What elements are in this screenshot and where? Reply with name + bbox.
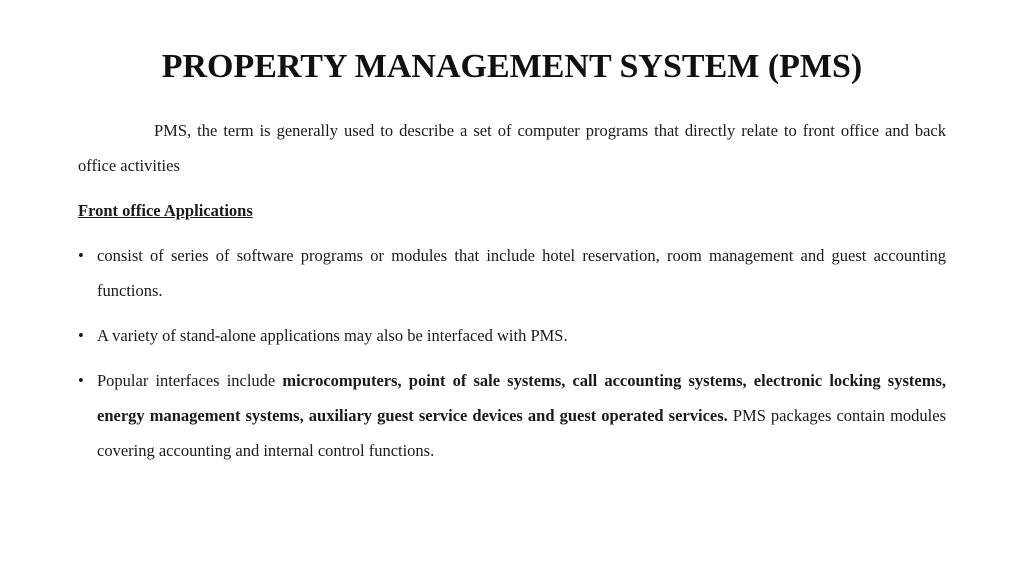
list-item xyxy=(78,363,946,468)
bullet-list xyxy=(78,238,946,468)
bullet-text-suffix: PMS packages contain modules covering accounting and internal control functions. xyxy=(97,406,947,460)
bullet-icon: • xyxy=(78,326,84,345)
section-heading: Front office Applications xyxy=(78,201,253,220)
slide-content xyxy=(78,113,946,478)
list-item xyxy=(78,238,946,308)
bullet-text-prefix: Popular interfaces include xyxy=(97,371,283,390)
bullet-icon: • xyxy=(78,246,84,265)
bullet-text: consist of series of software programs or modules that include hotel reservation, room management and guest accounting functions. xyxy=(97,246,946,300)
intro-paragraph: PMS, the term is generally used to describe a set of computer programs that directly relate to front office and back office activities xyxy=(78,121,946,175)
bullet-icon: • xyxy=(78,371,84,390)
bullet-text-bold: microcomputers, point of sale systems, call accounting systems, electronic locking systems, energy management systems, auxiliary guest service devices and guest operated services. xyxy=(97,371,946,425)
page-title: PROPERTY MANAGEMENT SYSTEM (PMS) xyxy=(161,48,863,85)
bullet-text: A variety of stand-alone applications may also be interfaced with PMS. xyxy=(97,326,568,345)
list-item xyxy=(78,318,946,353)
